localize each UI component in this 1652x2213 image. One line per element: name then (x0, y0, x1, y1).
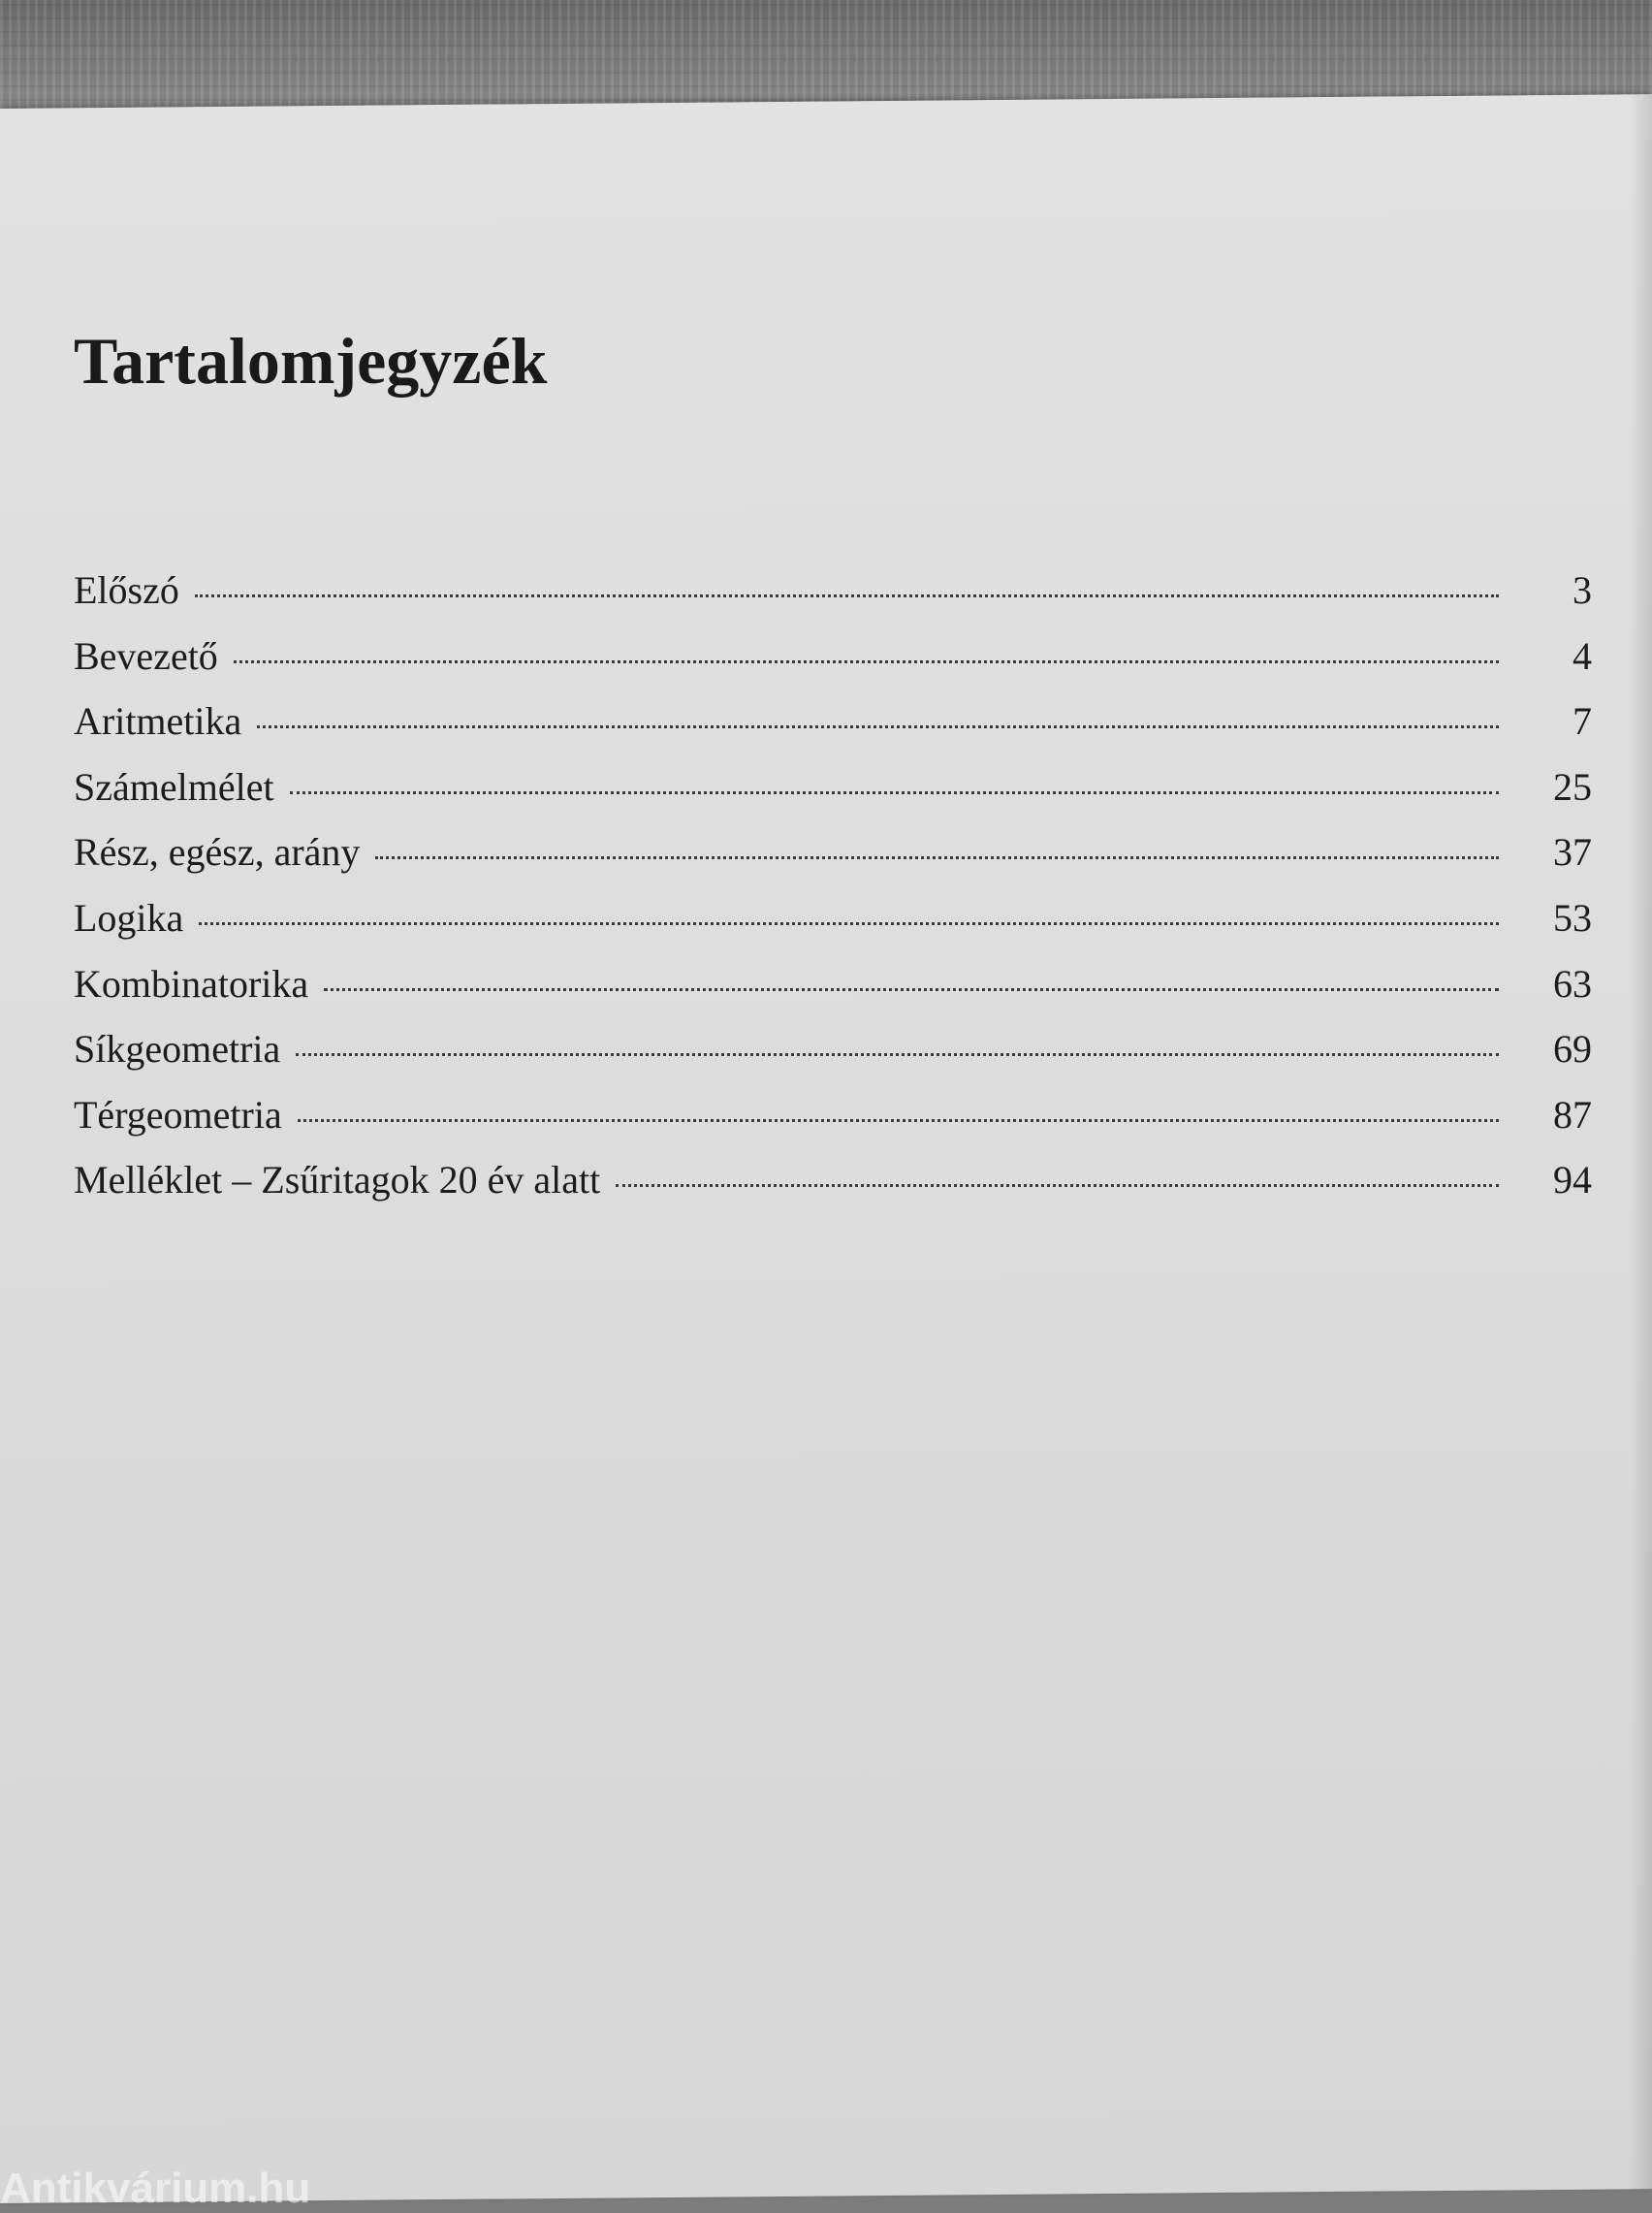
toc-entry-label: Rész, egész, arány (74, 830, 361, 875)
toc-entry-label: Aritmetika (74, 699, 242, 744)
toc-entry-label: Kombinatorika (74, 961, 309, 1006)
toc-entry (74, 961, 1592, 1027)
dot-leader (257, 725, 1499, 728)
table-of-contents (74, 567, 1592, 1223)
toc-entry-page: 7 (1573, 699, 1592, 744)
toc-entry-page: 53 (1553, 895, 1592, 940)
toc-entry-page: 94 (1553, 1158, 1592, 1203)
toc-entry-label: Bevezető (74, 633, 218, 678)
toc-entry-page: 25 (1553, 764, 1592, 809)
dot-leader (298, 1119, 1499, 1122)
toc-entry-label: Előszó (74, 568, 179, 612)
toc-entry (74, 1026, 1592, 1092)
toc-entry-label: Melléklet – Zsűritagok 20 év alatt (74, 1158, 601, 1203)
toc-entry (74, 1092, 1592, 1158)
toc-entry (74, 567, 1592, 633)
toc-entry-label: Síkgeometria (74, 1027, 281, 1072)
toc-entry-page: 87 (1553, 1092, 1592, 1137)
toc-entry-label: Térgeometria (74, 1092, 282, 1137)
dot-leader (324, 988, 1499, 991)
toc-entry-page: 69 (1553, 1027, 1592, 1072)
toc-entry-label: Logika (74, 895, 184, 940)
dot-leader (616, 1184, 1499, 1187)
toc-entry-page: 3 (1573, 568, 1592, 612)
toc-entry (74, 764, 1592, 830)
dot-leader (296, 1053, 1499, 1056)
dot-leader (375, 856, 1499, 859)
toc-entry (74, 1157, 1592, 1223)
watermark: Antikvárium.hu (0, 2165, 311, 2212)
page-title: Tartalomjegyzék (74, 324, 548, 398)
dot-leader (290, 791, 1499, 794)
toc-entry-page: 63 (1553, 961, 1592, 1006)
dot-leader (199, 922, 1499, 925)
dot-leader (195, 594, 1499, 597)
toc-entry (74, 698, 1592, 764)
toc-entry-page: 4 (1573, 633, 1592, 678)
dot-leader (234, 660, 1499, 663)
toc-entry-label: Számelmélet (74, 764, 274, 809)
toc-entry (74, 633, 1592, 699)
toc-entry-page: 37 (1553, 830, 1592, 875)
toc-entry (74, 895, 1592, 961)
toc-entry (74, 829, 1592, 895)
